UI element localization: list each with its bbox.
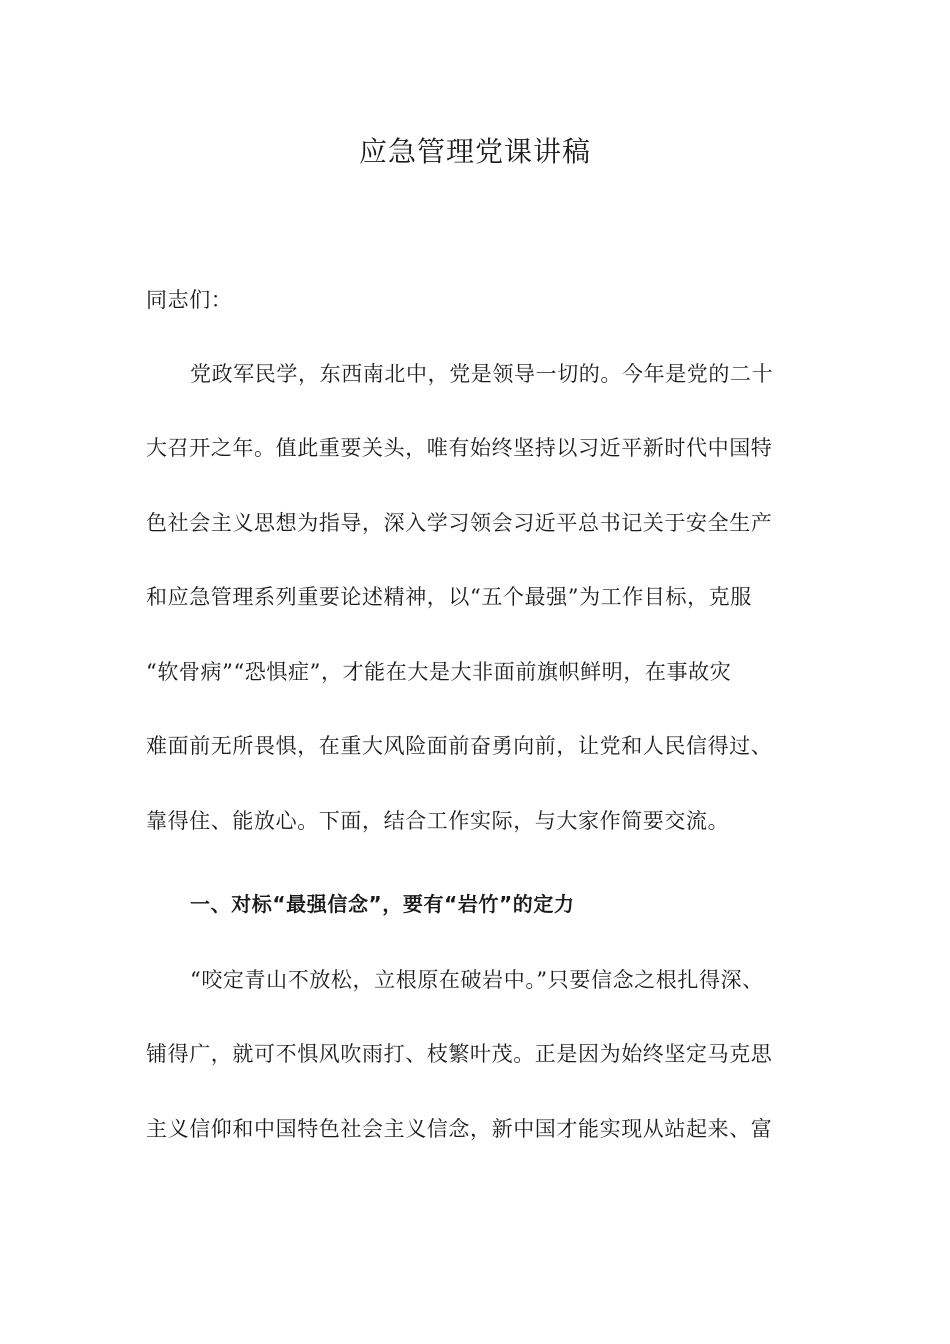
paragraph-1-line-5: “软骨病”“恐惧症”，才能在大是大非面前旗帜鲜明，在事故灾 [146,660,732,684]
paragraph-1-line-2: 大召开之年。值此重要关头，唯有始终坚持以习近平新时代中国特 [146,436,773,460]
salutation: 同志们： [146,288,233,312]
section-1-heading: 一、对标“最强信念”，要有“岩竹”的定力 [190,892,575,916]
paragraph-1-line-6: 难面前无所畏惧，在重大风险面前奋勇向前，让党和人民信得过、 [146,734,773,758]
paragraph-2-line-1: “咬定青山不放松，立根原在破岩中。”只要信念之根扎得深、 [190,968,764,992]
paragraph-1-line-1: 党政军民学，东西南北中，党是领导一切的。今年是党的二十 [190,362,774,386]
paragraph-1-line-4: 和应急管理系列重要论述精神，以“五个最强”为工作目标，克服 [146,585,752,609]
paragraph-2-line-3: 主义信仰和中国特色社会主义信念，新中国才能实现从站起来、富 [146,1117,773,1141]
paragraph-2-line-2: 铺得广，就可不惧风吹雨打、枝繁叶茂。正是因为始终坚定马克思 [146,1042,773,1066]
document-title: 应急管理党课讲稿 [358,135,591,168]
paragraph-1-line-3: 色社会主义思想为指导，深入学习领会习近平总书记关于安全生产 [146,511,773,535]
paragraph-1-line-7: 靠得住、能放心。下面，结合工作实际，与大家作简要交流。 [146,809,730,833]
